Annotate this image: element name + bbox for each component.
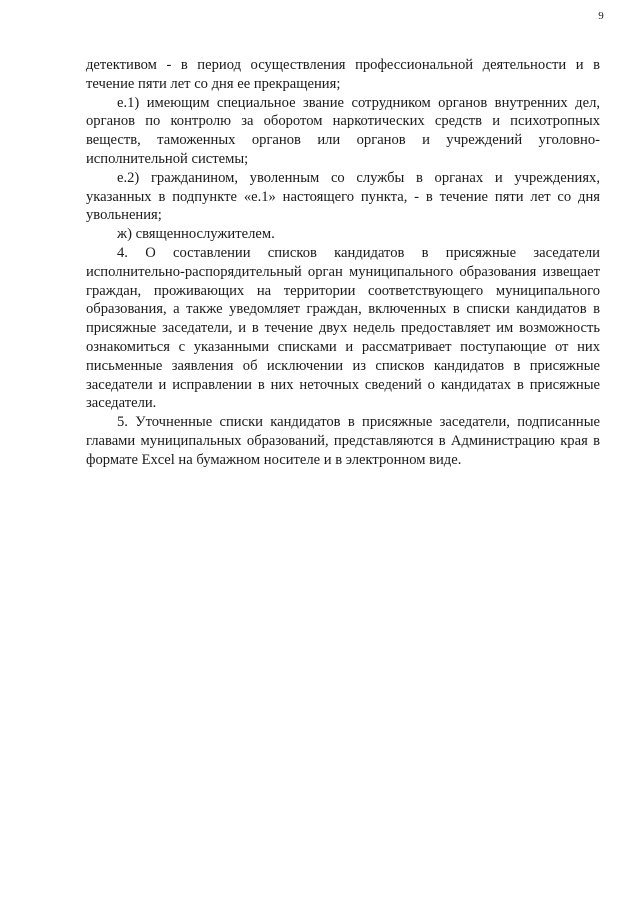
paragraph-item-4: 4. О составлении списков кандидатов в присяжные заседатели исполнительно-распорядительный орган муниципального образования извещает граждан, проживающих на территории соответствующего муниципального образования, а также уведомляет граждан, включенных в списки кандидатов в присяжные заседатели, и в течение двух недель предоставляет им возможность ознакомиться с указанными списками и рассматривает поступающие от них письменные заявления об исключении из списков кандидатов в присяжные заседатели и исправлении в них неточных сведений о кандидатах в присяжные заседатели. [86, 244, 600, 412]
paragraph-zh: ж) священнослужителем. [117, 226, 275, 243]
page-number: 9 [598, 10, 604, 22]
paragraph-e2: е.2) гражданином, уволенным со службы в органах и учреждениях, указанных в подпункте «е.1» настоящего пункта, - в течение пяти лет со дня увольнения; [86, 169, 600, 224]
paragraph-e1: е.1) имеющим специальное звание сотрудником органов внутренних дел, органов по контролю за оборотом наркотических средств и психотропных веществ, таможенных органов или органов и учреждений уголовно-исполнительной системы; [86, 94, 600, 167]
paragraph-continuation: детективом - в период осуществления профессиональной деятельности и в течение пяти лет со дня ее прекращения; [86, 57, 600, 92]
paragraph-item-5: 5. Уточненные списки кандидатов в присяжные заседатели, подписанные главами муниципальных образований, представляются в Администрацию края в формате Excel на бумажном носителе и в электронном виде. [86, 414, 600, 468]
document-body [86, 56, 600, 470]
